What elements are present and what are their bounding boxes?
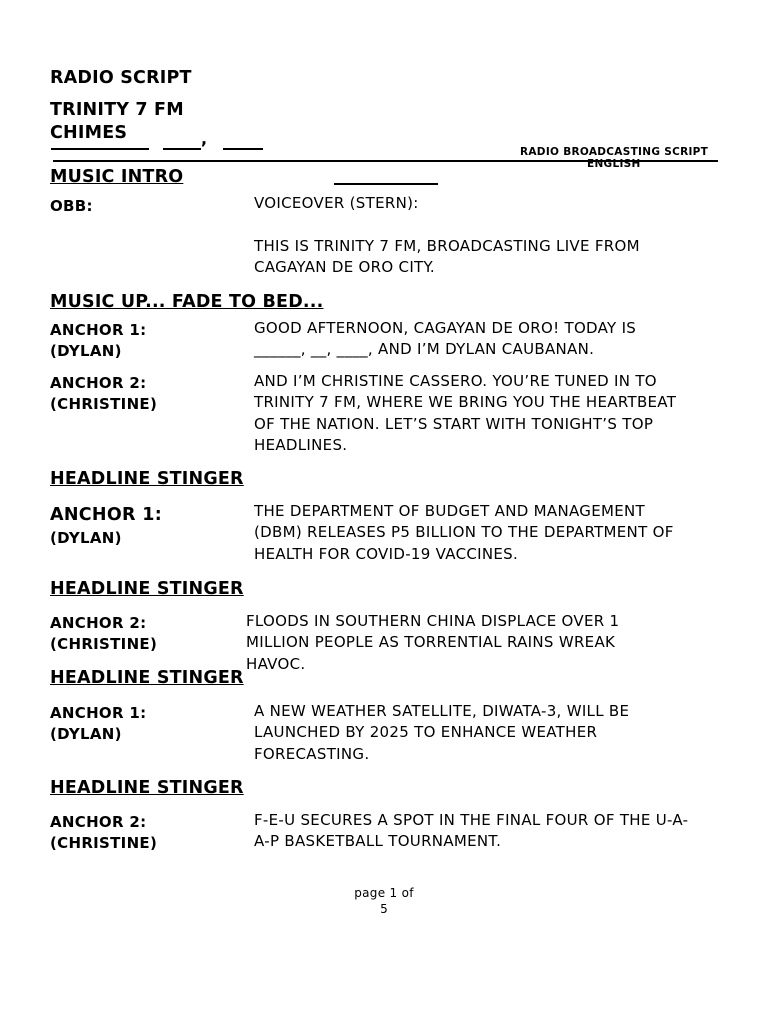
section-headline-stinger: HEADLINE STINGER (50, 668, 244, 688)
document-title: RADIO SCRIPT (50, 68, 192, 88)
blank-line (51, 148, 149, 150)
chimes-label: CHIMES (50, 123, 128, 143)
section-headline-stinger: HEADLINE STINGER (50, 469, 244, 489)
script-type-label: RADIO BROADCASTING SCRIPT (520, 146, 709, 158)
page-number: page 1 of (354, 886, 414, 900)
section-headline-stinger: HEADLINE STINGER (50, 579, 244, 599)
blank-line (223, 148, 263, 150)
speaker-label: ANCHOR 1: (50, 321, 147, 339)
speaker-label: ANCHOR 2: (50, 374, 147, 392)
comma-mark: , (201, 129, 208, 148)
script-text: AND I’M CHRISTINE CASSERO. YOU’RE TUNED IN TO TRINITY 7 FM, WHERE WE BRING YOU THE HEARTBEAT OF THE NATION. LET’S START WITH TONIGHT’S TOP HEADLINES. (254, 372, 677, 454)
script-text: F-E-U SECURES A SPOT IN THE FINAL FOUR OF THE U-A-A-P BASKETBALL TOURNAMENT. (254, 811, 689, 851)
section-music-intro: MUSIC INTRO (50, 167, 184, 187)
blank-line (163, 148, 201, 150)
script-text: GOOD AFTERNOON, CAGAYAN DE ORO! TODAY IS ______, __, ____, AND I’M DYLAN CAUBANAN. (254, 319, 637, 359)
speaker-name: (CHRISTINE) (50, 635, 158, 653)
speaker-name: (CHRISTINE) (50, 834, 158, 852)
speaker-name: (DYLAN) (50, 529, 122, 547)
speaker-label: ANCHOR 2: (50, 813, 147, 831)
page-total: 5 (380, 902, 388, 916)
script-text: THIS IS TRINITY 7 FM, BROADCASTING LIVE FROM CAGAYAN DE ORO CITY. (254, 237, 640, 277)
speaker-label: ANCHOR 2: (50, 614, 147, 632)
speaker-label: OBB: (50, 197, 93, 215)
script-text: THE DEPARTMENT OF BUDGET AND MANAGEMENT (DBM) RELEASES P5 BILLION TO THE DEPARTMENT OF HEALTH FOR COVID-19 VACCINES. (254, 502, 674, 563)
speaker-name: (DYLAN) (50, 725, 122, 743)
speaker-name: (CHRISTINE) (50, 395, 158, 413)
language-label: ENGLISH (587, 158, 641, 170)
script-text: FLOODS IN SOUTHERN CHINA DISPLACE OVER 1 MILLION PEOPLE AS TORRENTIAL RAINS WREAK HAVOC. (246, 612, 620, 673)
blank-line (334, 183, 438, 185)
speaker-name: (DYLAN) (50, 342, 122, 360)
script-text: A NEW WEATHER SATELLITE, DIWATA-3, WILL BE LAUNCHED BY 2025 TO ENHANCE WEATHER FORECASTING. (254, 702, 630, 763)
section-music-up: MUSIC UP... FADE TO BED... (50, 292, 324, 312)
station-name: TRINITY 7 FM (50, 100, 184, 120)
voiceover-direction: VOICEOVER (STERN): (254, 194, 419, 212)
speaker-label: ANCHOR 1: (50, 505, 162, 525)
section-headline-stinger: HEADLINE STINGER (50, 778, 244, 798)
speaker-label: ANCHOR 1: (50, 704, 147, 722)
